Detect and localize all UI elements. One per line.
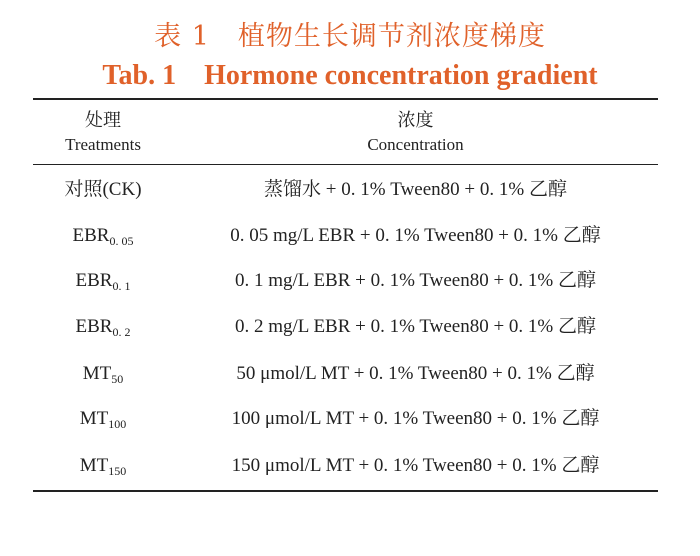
treatment-cell	[33, 406, 173, 432]
table-title-english	[0, 60, 700, 92]
table-title-chinese	[0, 14, 700, 53]
concentration-cell: 50 μmol/L MT + 0. 1% Tween80 + 0. 1% 乙醇	[236, 363, 595, 384]
treatment-cell	[33, 314, 173, 340]
header-treatments-cn: 处理	[85, 110, 121, 131]
treatment-name: EBR	[72, 225, 110, 246]
treatment-subscript: 100	[108, 417, 127, 431]
treatment-cell	[33, 177, 173, 203]
table-top-rule	[33, 98, 658, 100]
header-concentration-cn: 浓度	[397, 110, 434, 131]
concentration-cell: 100 μmol/L MT + 0. 1% Tween80 + 0. 1% 乙醇	[231, 408, 600, 429]
table-header-rule	[33, 164, 658, 165]
treatment-subscript: 150	[108, 464, 127, 478]
treatment-name: MT	[82, 363, 112, 384]
treatment-cell	[33, 223, 173, 249]
table-bottom-rule	[33, 490, 658, 492]
treatment-cell	[33, 268, 173, 294]
treatment-name: MT	[79, 408, 109, 429]
treatment-subscript: 0. 1	[112, 279, 131, 293]
concentration-cell: 0. 2 mg/L EBR + 0. 1% Tween80 + 0. 1% 乙醇	[234, 316, 597, 337]
treatment-subscript: 50	[111, 372, 124, 386]
treatment-cell	[33, 453, 173, 479]
treatment-name: 对照(CK)	[64, 179, 142, 200]
treatment-cell	[33, 361, 173, 387]
treatment-subscript: 0. 2	[112, 325, 131, 339]
concentration-cell: 0. 1 mg/L EBR + 0. 1% Tween80 + 0. 1% 乙醇	[234, 270, 597, 291]
treatment-subscript: 0. 05	[109, 234, 134, 248]
table-caption-chinese: 植物生长调节剂浓度梯度	[237, 21, 546, 52]
header-treatments-en: Treatments	[65, 135, 141, 154]
table-caption-english: Hormone concentration gradient	[204, 60, 598, 91]
concentration-cell: 蒸馏水 + 0. 1% Tween80 + 0. 1% 乙醇	[264, 179, 567, 200]
treatment-name: EBR	[75, 270, 113, 291]
header-concentration-en: Concentration	[367, 135, 464, 154]
concentration-cell: 0. 05 mg/L EBR + 0. 1% Tween80 + 0. 1% 乙醇	[230, 225, 601, 246]
table-number-chinese: 表 1	[154, 21, 210, 52]
treatment-name: MT	[79, 455, 109, 476]
treatment-name: EBR	[75, 316, 113, 337]
table-number-english: Tab. 1	[102, 60, 177, 91]
concentration-cell: 150 μmol/L MT + 0. 1% Tween80 + 0. 1% 乙醇	[231, 455, 600, 476]
